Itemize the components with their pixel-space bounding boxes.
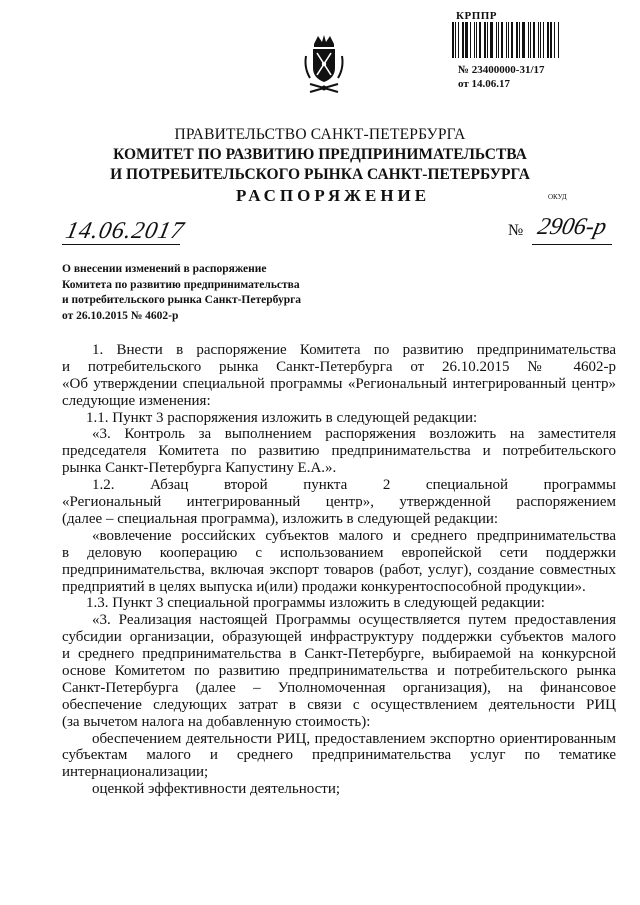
government-title: ПРАВИТЕЛЬСТВО САНКТ-ПЕТЕРБУРГА [174, 126, 466, 143]
body-line: «3. Контроль за выполнением распоряжения возложить на заместителя [92, 426, 616, 443]
body-line: (далее – специальная программа), изложить в следующей редакции: [62, 510, 499, 527]
registration-number: № 23400000-31/17 [458, 64, 545, 76]
handwritten-date: 14.06.2017 [63, 218, 187, 244]
body-line: основе Комитетом по развитию предпринимательства и потребительского рынка [62, 663, 616, 680]
barcode-bar [550, 22, 552, 58]
barcode-bar [508, 22, 509, 58]
barcode-bar [530, 22, 531, 58]
barcode-bar [452, 22, 454, 58]
barcode-bar [476, 22, 477, 58]
body-line: «Региональный интегрированный центр», утвержденной распоряжением [62, 494, 616, 511]
barcode-bar [455, 22, 456, 58]
okud-label: ОКУД [548, 193, 567, 201]
body-line: 1.1. Пункт 3 распоряжения изложить в следующей редакции: [86, 409, 478, 426]
barcode-bar [511, 22, 513, 58]
barcode-bar [522, 22, 525, 58]
committee-title-line2: И ПОТРЕБИТЕЛЬСКОГО РЫНКА САНКТ-ПЕТЕРБУРГА [110, 166, 530, 183]
barcode-bar [501, 22, 503, 58]
barcode-bar [458, 22, 459, 58]
subject-line: и потребительского рынка Санкт-Петербурга [62, 294, 302, 306]
document-body [62, 342, 616, 798]
barcode-bar [533, 22, 535, 58]
body-line: 1. Внести в распоряжение Комитета по развитию предпринимательства [92, 342, 616, 358]
barcode-bar [540, 22, 541, 58]
body-line: и потребительского рынка Санкт-Петербурга от 26.10.2015 № 4602-р [62, 358, 616, 375]
subject-line: Комитета по развитию предпринимательства [62, 278, 300, 291]
body-line: интернационализации; [62, 764, 209, 781]
barcode-bar [462, 22, 464, 58]
body-line: 1.3. Пункт 3 специальной программы изложить в следующей редакции: [86, 595, 545, 612]
committee-title-line1: КОМИТЕТ ПО РАЗВИТИЮ ПРЕДПРИНИМАТЕЛЬСТВА [113, 146, 527, 163]
body-line: субъектам малого и среднего предпринимательства услуг по тематике [62, 747, 616, 764]
number-sign: № [508, 222, 524, 239]
barcode-bar [470, 22, 471, 58]
barcode-bar [487, 22, 488, 58]
body-line: оценкой эффективности деятельности; [92, 781, 341, 798]
body-line: рынка Санкт-Петербурга Капустину Е.А.». [62, 460, 337, 477]
body-line: Санкт-Петербурга (далее – Уполномоченная организация), на финансовое [62, 679, 616, 696]
body-line: обеспечением деятельности РИЦ, предоставлением экспортно ориентированным [92, 730, 616, 747]
registration-date: от 14.06.17 [458, 78, 511, 90]
document-subject [62, 262, 362, 324]
document-type-title: РАСПОРЯЖЕНИЕ [236, 186, 431, 205]
date-underline [62, 244, 180, 245]
body-line: «Об утверждении специальной программы «Региональный интегрированный центр» [62, 375, 616, 392]
body-line: обеспечение следующих затрат в связи с осуществлением деятельности РИЦ [62, 696, 616, 713]
barcode-bar [516, 22, 518, 58]
barcode-bar [479, 22, 481, 58]
barcode-bar [547, 22, 549, 58]
body-line: «вовлечение российских субъектов малого и среднего предпринимательства [92, 527, 616, 544]
barcode [452, 22, 562, 58]
barcode-bar [538, 22, 539, 58]
barcode-bar [558, 22, 559, 58]
barcode-bar [519, 22, 520, 58]
handwritten-number: 2906-р [535, 214, 609, 240]
body-line: и среднего предпринимательства в Санкт-Петербурге, выбираемой на конкурсной [62, 646, 616, 663]
barcode-bar [490, 22, 493, 58]
barcode-bar [496, 22, 497, 58]
barcode-bar [474, 22, 475, 58]
coat-of-arms-icon [300, 34, 348, 98]
body-line: председателя Комитета по развитию предпринимательства и потребительского [62, 443, 616, 460]
barcode-bar [465, 22, 468, 58]
body-line: субсидии организации, образующей инфраструктуру поддержки субъектов малого [62, 629, 616, 646]
stamp-label: КРППР [456, 10, 498, 22]
subject-line: от 26.10.2015 № 4602-р [62, 309, 179, 322]
body-line: в деловую кооперацию с использованием европейской сети поддержки [62, 544, 616, 561]
barcode-bar [484, 22, 486, 58]
number-underline [532, 244, 612, 245]
barcode-bar [554, 22, 555, 58]
body-line: следующие изменения: [62, 392, 211, 409]
barcode-bar [543, 22, 544, 58]
subject-line: О внесении изменений в распоряжение [62, 263, 267, 275]
body-line: предприятий в целях выпуска и(или) продажи конкурентоспособной продукции». [62, 578, 586, 595]
body-line: 1.2. Абзац второй пункта 2 специальной программы [92, 477, 616, 494]
barcode-bar [498, 22, 499, 58]
barcode-bar [506, 22, 507, 58]
barcode-bar [528, 22, 529, 58]
body-line: (за вычетом налога на добавленную стоимость): [62, 713, 371, 730]
body-line: предпринимательства, включая экспорт товаров (работ, услуг), создание совместных [62, 561, 616, 578]
body-line: «3. Реализация настоящей Программы осуществляется путем предоставления [92, 612, 616, 629]
